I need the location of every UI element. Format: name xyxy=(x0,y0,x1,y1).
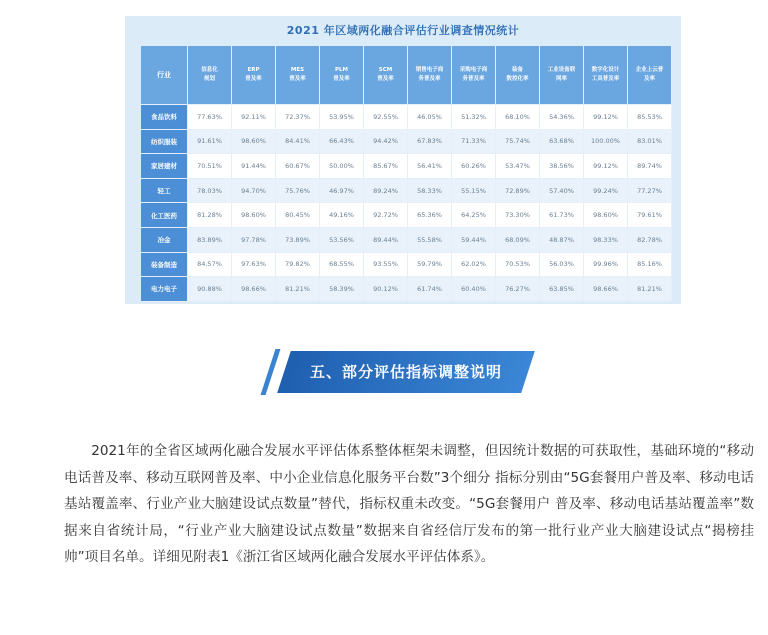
header-metric xyxy=(320,46,364,105)
stats-table xyxy=(141,46,672,302)
header-industry xyxy=(141,46,188,105)
table-cell: 90.12% xyxy=(364,277,408,302)
row-industry-label: 食品饮料 xyxy=(141,105,188,130)
header-text: 务普及率 xyxy=(418,76,441,82)
table-cell: 75.76% xyxy=(276,179,320,204)
table-row xyxy=(141,203,672,228)
table-cell: 72.37% xyxy=(276,105,320,130)
header-text: 普及率 xyxy=(245,76,262,82)
table-header-row xyxy=(141,46,672,105)
table-row xyxy=(141,154,672,179)
header-text: 工具普及率 xyxy=(591,76,620,82)
table-cell: 98.60% xyxy=(584,203,628,228)
table-cell: 50.00% xyxy=(320,154,364,179)
table-cell: 65.36% xyxy=(408,203,452,228)
table-cell: 79.82% xyxy=(276,253,320,278)
table-row xyxy=(141,130,672,155)
table-cell: 98.60% xyxy=(232,203,276,228)
header-metric xyxy=(496,46,540,105)
table-cell: 58.39% xyxy=(320,277,364,302)
table-cell: 68.10% xyxy=(496,105,540,130)
table-cell: 81.21% xyxy=(276,277,320,302)
table-cell: 92.72% xyxy=(364,203,408,228)
table-cell: 49.16% xyxy=(320,203,364,228)
header-text: 普及率 xyxy=(333,76,350,82)
table-cell: 72.89% xyxy=(496,179,540,204)
header-text: 务普及率 xyxy=(462,76,485,82)
table-cell: 84.57% xyxy=(188,253,232,278)
table-cell: 64.25% xyxy=(452,203,496,228)
table-cell: 85.53% xyxy=(628,105,672,130)
stats-table-card xyxy=(125,16,681,304)
table-cell: 80.45% xyxy=(276,203,320,228)
table-cell: 38.56% xyxy=(540,154,584,179)
table-cell: 77.63% xyxy=(188,105,232,130)
table-cell: 60.26% xyxy=(452,154,496,179)
table-cell: 82.78% xyxy=(628,228,672,253)
table-cell: 63.85% xyxy=(540,277,584,302)
row-industry-label: 化工医药 xyxy=(141,203,188,228)
table-cell: 98.66% xyxy=(232,277,276,302)
table-cell: 92.55% xyxy=(364,105,408,130)
table-cell: 63.68% xyxy=(540,130,584,155)
header-text: 企业上云普 xyxy=(635,67,664,73)
table-cell: 53.95% xyxy=(320,105,364,130)
table-cell: 99.12% xyxy=(584,105,628,130)
header-text: 销售电子商 xyxy=(415,67,444,73)
row-industry-label: 纺织服装 xyxy=(141,130,188,155)
table-cell: 85.16% xyxy=(628,253,672,278)
table-cell: 98.33% xyxy=(584,228,628,253)
table-body xyxy=(141,105,672,302)
table-cell: 58.33% xyxy=(408,179,452,204)
header-metric xyxy=(628,46,672,105)
header-metric xyxy=(452,46,496,105)
table-row xyxy=(141,179,672,204)
table-cell: 54.36% xyxy=(540,105,584,130)
body-paragraph: 2021年的全省区域两化融合发展水平评估体系整体框架未调整，但因统计数据的可获取性，基础环境的“移动电话普及率、移动互联网普及率、中小企业信息化服务平台数”3个细分 指标分别由“5G套餐用户普及率、移动电话基站覆盖率、行业产业大脑建设试点数量”替代，指标权重未改变。“5G套餐用户 普及率、移动电话基站覆盖率”数据来自省统计局，“行业产业大脑建设试点数量”数据来自省经信厅发布的第一批行业产业大脑建设试点“揭榜挂帅”项目名单。详细见附表1《浙江省区域两化融合发展水平评估体系》。 xyxy=(64,443,754,565)
table-cell: 76.27% xyxy=(496,277,540,302)
header-text: MES xyxy=(290,67,305,73)
table-cell: 70.51% xyxy=(188,154,232,179)
row-industry-label: 装备制造 xyxy=(141,253,188,278)
row-industry-label: 冶金 xyxy=(141,228,188,253)
header-text: 普及率 xyxy=(289,76,306,82)
header-text: 信息化 xyxy=(201,67,218,73)
table-row xyxy=(141,228,672,253)
header-text: 普及率 xyxy=(377,76,394,82)
section-title: 五、部分评估指标调整说明 xyxy=(309,363,502,381)
table-cell: 97.78% xyxy=(232,228,276,253)
table-cell: 99.96% xyxy=(584,253,628,278)
table-cell: 78.03% xyxy=(188,179,232,204)
table-cell: 66.43% xyxy=(320,130,364,155)
table-cell: 57.40% xyxy=(540,179,584,204)
table-cell: 89.44% xyxy=(364,228,408,253)
table-cell: 59.44% xyxy=(452,228,496,253)
header-text: 装备 xyxy=(511,67,523,73)
table-cell: 60.40% xyxy=(452,277,496,302)
section-header xyxy=(268,348,548,396)
table-cell: 68.55% xyxy=(320,253,364,278)
row-industry-label: 轻工 xyxy=(141,179,188,204)
header-metric xyxy=(584,46,628,105)
table-cell: 60.67% xyxy=(276,154,320,179)
header-text: 网率 xyxy=(555,76,567,82)
table-cell: 61.73% xyxy=(540,203,584,228)
header-text: 数控化率 xyxy=(506,76,529,82)
table-row xyxy=(141,105,672,130)
table-cell: 73.89% xyxy=(276,228,320,253)
table-cell: 56.03% xyxy=(540,253,584,278)
table-cell: 100.00% xyxy=(584,130,628,155)
header-metric xyxy=(364,46,408,105)
table-cell: 81.21% xyxy=(628,277,672,302)
table-cell: 89.24% xyxy=(364,179,408,204)
table-cell: 99.12% xyxy=(584,154,628,179)
table-row xyxy=(141,253,672,278)
table-cell: 99.24% xyxy=(584,179,628,204)
table-cell: 71.33% xyxy=(452,130,496,155)
table-cell: 91.61% xyxy=(188,130,232,155)
table-cell: 94.70% xyxy=(232,179,276,204)
table-cell: 77.27% xyxy=(628,179,672,204)
table-cell: 51.32% xyxy=(452,105,496,130)
table-cell: 89.74% xyxy=(628,154,672,179)
table-cell: 55.58% xyxy=(408,228,452,253)
table-cell: 81.28% xyxy=(188,203,232,228)
table-cell: 92.11% xyxy=(232,105,276,130)
row-industry-label: 电力电子 xyxy=(141,277,188,302)
header-text: PLM xyxy=(334,67,348,73)
header-text: 规划 xyxy=(203,76,215,82)
table-cell: 85.67% xyxy=(364,154,408,179)
table-cell: 84.41% xyxy=(276,130,320,155)
header-text: 数字化设计 xyxy=(591,67,620,73)
header-text: 工业设备联 xyxy=(547,67,576,73)
table-cell: 53.47% xyxy=(496,154,540,179)
table-cell: 46.05% xyxy=(408,105,452,130)
table-cell: 94.42% xyxy=(364,130,408,155)
table-cell: 55.15% xyxy=(452,179,496,204)
table-row xyxy=(141,277,672,302)
table-cell: 79.61% xyxy=(628,203,672,228)
table-cell: 56.41% xyxy=(408,154,452,179)
table-cell: 90.88% xyxy=(188,277,232,302)
header-text: 及率 xyxy=(643,76,655,82)
row-industry-label: 家居建材 xyxy=(141,154,188,179)
table-cell: 53.56% xyxy=(320,228,364,253)
table-cell: 62.02% xyxy=(452,253,496,278)
table-cell: 97.63% xyxy=(232,253,276,278)
table-cell: 61.74% xyxy=(408,277,452,302)
table-cell: 59.79% xyxy=(408,253,452,278)
table-cell: 46.97% xyxy=(320,179,364,204)
header-text: 行业 xyxy=(157,70,171,79)
table-cell: 48.87% xyxy=(540,228,584,253)
header-text: SCM xyxy=(378,67,393,73)
table-cell: 91.44% xyxy=(232,154,276,179)
header-metric xyxy=(232,46,276,105)
table-cell: 93.55% xyxy=(364,253,408,278)
table-cell: 83.01% xyxy=(628,130,672,155)
table-cell: 70.53% xyxy=(496,253,540,278)
table-cell: 83.89% xyxy=(188,228,232,253)
table-cell: 98.66% xyxy=(584,277,628,302)
table-cell: 75.74% xyxy=(496,130,540,155)
header-text: ERP xyxy=(247,67,260,73)
header-metric xyxy=(276,46,320,105)
header-metric xyxy=(540,46,584,105)
header-metric xyxy=(408,46,452,105)
table-cell: 98.60% xyxy=(232,130,276,155)
header-metric xyxy=(188,46,232,105)
header-text: 采购电子商 xyxy=(459,67,488,73)
table-title: 2021 年区域两化融合评估行业调查情况统计 xyxy=(286,24,520,37)
table-cell: 68.09% xyxy=(496,228,540,253)
table-cell: 73.30% xyxy=(496,203,540,228)
table-cell: 67.83% xyxy=(408,130,452,155)
